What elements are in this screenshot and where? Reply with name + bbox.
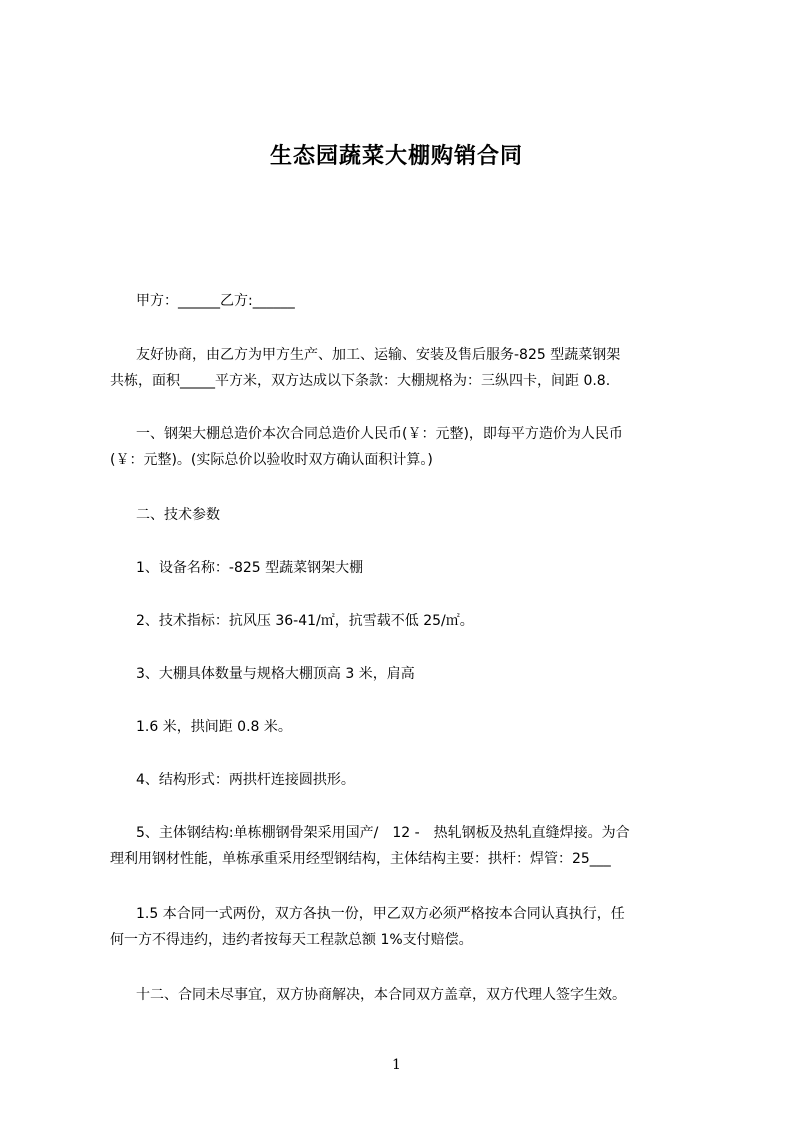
item-2-text: 2、技术指标：抗风压 36-41/㎡，抗雪载不低 25/㎡。 [136, 613, 474, 629]
item-3 [110, 661, 726, 687]
item-2 [110, 608, 726, 634]
item-3-text: 3、大棚具体数量与规格大棚顶高 3 米，肩高 [136, 666, 415, 682]
item-4-text: 4、结构形式：两拱杆连接圆拱形。 [136, 772, 355, 788]
item-1-text: 1、设备名称：-825 型蔬菜钢架大棚 [136, 560, 364, 576]
clause-1-paragraph [110, 421, 700, 473]
item-3-continued [110, 714, 726, 740]
item-4 [110, 767, 726, 793]
item-3-continued-text: 1.6 米，拱间距 0.8 米。 [136, 719, 292, 735]
intro-paragraph [110, 342, 700, 394]
clause-1-line-2: (￥：元整)。(实际总价以验收时双方确认面积计算。) [110, 452, 433, 468]
item-5-line-1: 5、主体钢结构:单栋棚钢骨架采用国产/ 12 - 热轧钢板及热轧直缝焊接。为合 [136, 825, 630, 841]
item-1-5-line-2: 何一方不得违约，违约者按每天工程款总额 1%支付赔偿。 [110, 932, 473, 948]
item-1-5-line-1: 1.5 本合同一式两份，双方各执一份，甲乙双方必须严格按本合同认真执行，任 [136, 906, 625, 922]
clause-1-line-1: 一、钢架大棚总造价本次合同总造价人民币(￥：元整)，即每平方造价为人民币 [136, 426, 623, 442]
parties-line [110, 288, 726, 314]
parties-text: 甲方：______乙方:______ [136, 293, 295, 309]
clause-2-heading-text: 二、技术参数 [136, 507, 220, 523]
item-5-line-2: 理利用钢材性能，单栋承重采用经型钢结构，主体结构主要：拱杆：焊管：25___ [110, 851, 611, 867]
intro-line-2: 共栋，面积_____平方米，双方达成以下条款：大棚规格为：三纵四卡，间距 0.8. [110, 373, 611, 389]
document-title: 生态园蔬菜大棚购销合同 [269, 144, 523, 169]
clause-12-paragraph [110, 982, 726, 1008]
page-number: 1 [392, 1057, 401, 1073]
clause-12-text: 十二、合同未尽事宜，双方协商解决，本合同双方盖章，双方代理人签字生效。 [136, 987, 626, 1003]
clause-2-heading [110, 502, 726, 528]
item-1 [110, 555, 726, 581]
item-1-5-paragraph [110, 901, 700, 953]
item-5-paragraph [110, 820, 700, 872]
intro-line-1: 友好协商，由乙方为甲方生产、加工、运输、安装及售后服务-825 型蔬菜钢架 [136, 347, 621, 363]
